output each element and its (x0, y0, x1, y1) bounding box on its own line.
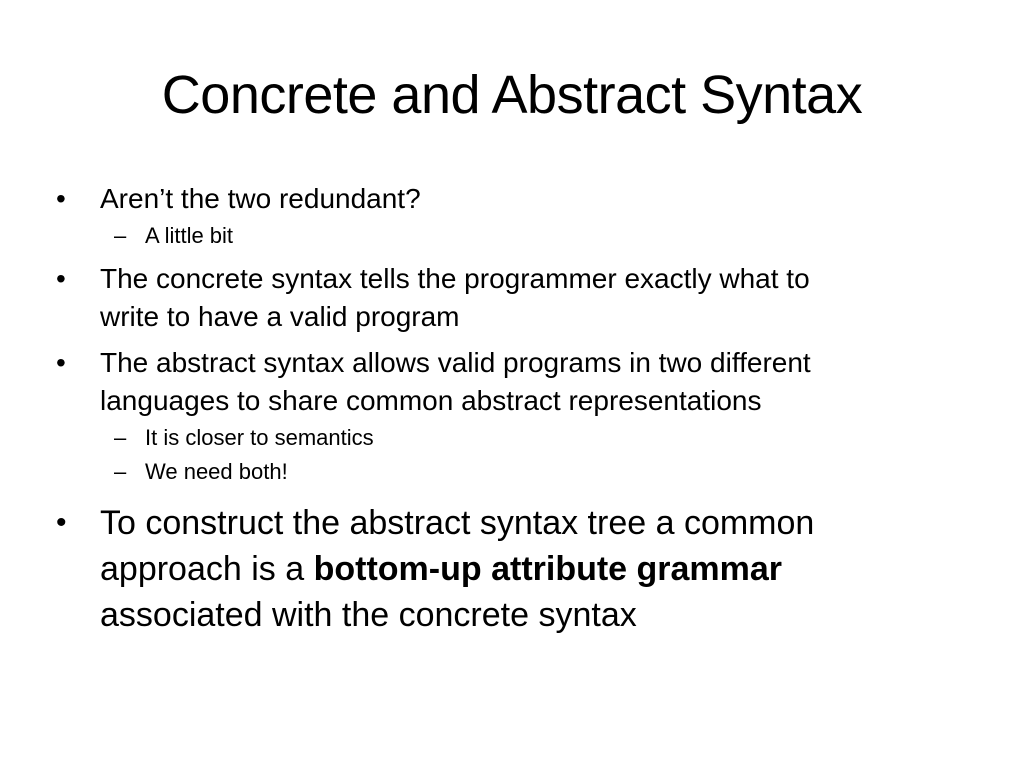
bullet-icon: • (56, 183, 66, 214)
bullet-icon: • (56, 347, 66, 378)
sub-bullet-text: We need both! (145, 459, 288, 484)
bullet-item-construct-ast (56, 500, 976, 638)
bullet-text-line: write to have a valid program (100, 301, 460, 332)
bullet-item-concrete-syntax (56, 260, 976, 336)
dash-icon: – (114, 459, 127, 484)
bullet-text-line: The concrete syntax tells the programmer exactly what to (100, 263, 810, 294)
slide-body (56, 180, 976, 638)
bullet-item-redundant (56, 180, 976, 218)
bullet-text-line: languages to share common abstract representations (100, 385, 762, 416)
sub-bullet-item-semantics (56, 422, 976, 454)
sub-bullet-item-need-both (56, 456, 976, 488)
bullet-text-line: associated with the concrete syntax (100, 596, 637, 634)
bullet-text: Aren’t the two redundant? (100, 183, 421, 214)
bullet-text-line (100, 546, 976, 592)
sub-bullet-text: It is closer to semantics (145, 425, 374, 450)
sub-bullet-item-little-bit (56, 220, 976, 252)
bullet-icon: • (56, 263, 66, 294)
bold-term: bottom-up attribute grammar (313, 550, 783, 588)
bullet-text-line: The abstract syntax allows valid programs in two different (100, 347, 811, 378)
bullet-icon: • (56, 506, 67, 539)
sub-bullet-text: A little bit (145, 223, 234, 248)
bullet-text-line: To construct the abstract syntax tree a common (100, 504, 815, 542)
slide-title: Concrete and Abstract Syntax (161, 65, 863, 125)
bullet-item-abstract-syntax (56, 344, 976, 420)
dash-icon: – (114, 425, 127, 450)
bullet-text-prefix: approach is a (100, 550, 314, 588)
dash-icon: – (114, 223, 127, 248)
